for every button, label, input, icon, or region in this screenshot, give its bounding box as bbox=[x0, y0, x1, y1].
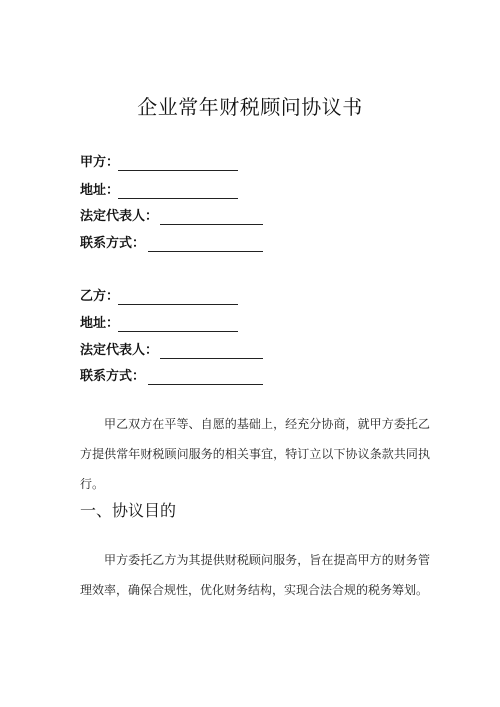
section-1-body: 甲方委托乙方为其提供财税顾问服务，旨在提高甲方的财务管理效率，确保合规性，优化财务结构，实现合法合规的税务筹划。 bbox=[80, 553, 430, 597]
party-a-address-field bbox=[80, 182, 119, 200]
intro-paragraph: 甲乙双方在平等、自愿的基础上，经充分协商，就甲方委托乙方提供常年财税顾问服务的相关事宜，特订立以下协议条款共同执行。 bbox=[80, 417, 430, 491]
party-a-rep-label: 法定代表人： bbox=[80, 209, 159, 224]
party-a-contact-field bbox=[80, 235, 145, 253]
party-b-contact-blank[interactable] bbox=[148, 384, 263, 385]
document-title: 企业常年财税顾问协议书 bbox=[137, 95, 363, 119]
party-a-address-blank[interactable] bbox=[118, 198, 238, 199]
party-b-contact-field bbox=[80, 368, 145, 386]
party-a-contact-blank[interactable] bbox=[148, 251, 263, 252]
party-a-name-label: 甲方： bbox=[80, 155, 120, 170]
party-b-address-field bbox=[80, 315, 119, 333]
party-b-name-label: 乙方： bbox=[80, 289, 120, 304]
party-a-rep-blank[interactable] bbox=[160, 224, 263, 225]
party-a-rep-field bbox=[80, 208, 158, 226]
section-1-heading: 一、协议目的 bbox=[80, 501, 177, 520]
party-a-contact-label: 联系方式： bbox=[80, 236, 146, 251]
party-b-address-label: 地址： bbox=[80, 316, 120, 331]
party-b-rep-blank[interactable] bbox=[160, 358, 263, 359]
party-b-contact-label: 联系方式： bbox=[80, 369, 146, 384]
party-b-name-field bbox=[80, 288, 119, 306]
party-a-name-field bbox=[80, 154, 119, 172]
party-b-rep-label: 法定代表人： bbox=[80, 343, 159, 358]
party-b-address-blank[interactable] bbox=[118, 331, 238, 332]
party-a-address-label: 地址： bbox=[80, 183, 120, 198]
party-b-name-blank[interactable] bbox=[118, 304, 238, 305]
party-b-rep-field bbox=[80, 342, 158, 360]
party-a-name-blank[interactable] bbox=[118, 170, 238, 171]
